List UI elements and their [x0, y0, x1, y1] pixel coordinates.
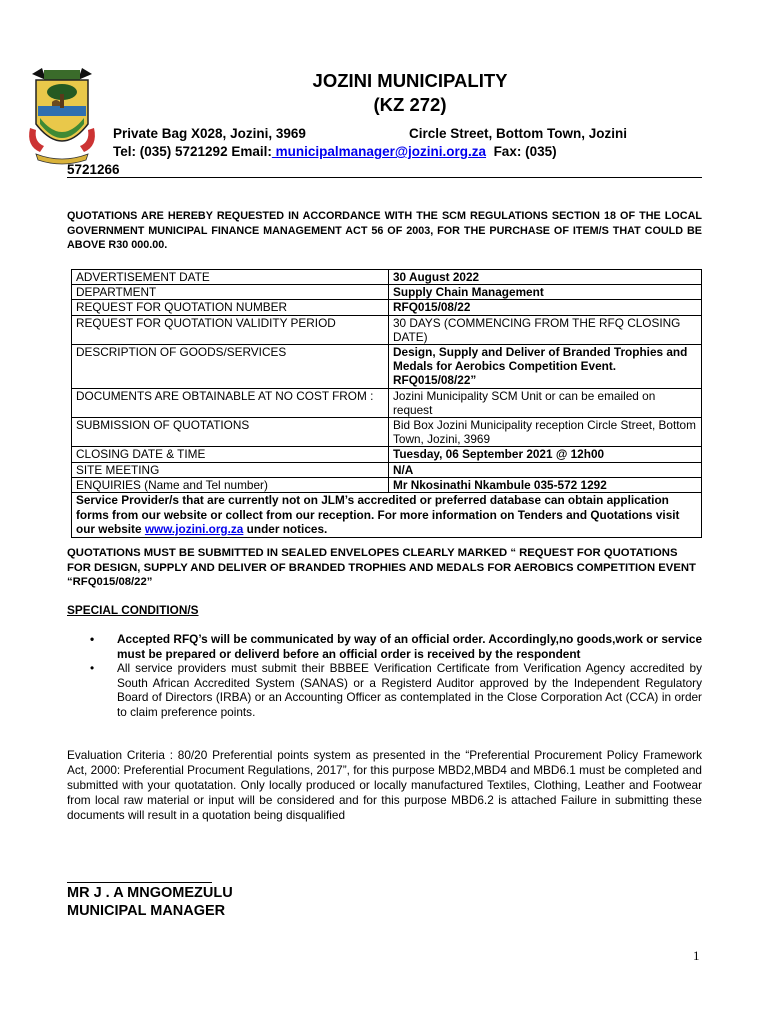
- signatory-role: MUNICIPAL MANAGER: [67, 903, 226, 919]
- row-label: ADVERTISEMENT DATE: [72, 270, 389, 285]
- sealed-envelope-instruction: QUOTATIONS MUST BE SUBMITTED IN SEALED ENVELOPES CLEARLY MARKED “ REQUEST FOR QUOTATIONS FOR DESIGN, SUPPLY AND DELIVER OF BRANDED TROPHIES AND MEDALS FOR AEROBICS COMPETITION EVENT “RFQ015/08/22”: [67, 547, 696, 588]
- row-label: SITE MEETING: [72, 462, 389, 477]
- table-row-notice: [72, 493, 702, 538]
- row-value: Design, Supply and Deliver of Branded Trophies and Medals for Aerobics Competition Event. RFQ015/08/22”: [389, 345, 702, 389]
- tel-label: Tel: (035) 5721292 Email:: [113, 144, 272, 159]
- municipal-coat-of-arms-logo: [22, 66, 102, 166]
- fax-number: 5721266: [67, 162, 120, 177]
- evaluation-criteria-paragraph: Evaluation Criteria : 80/20 Preferential points system as presented in the “Preferential Procurement Policy Framework Act, 2000: Preferential Procument Regulations, 2017”, for this purpose MBD2,MBD4 and MBD6.1 must be completed and submitted with your quotatation. Only locally produced or locally manufactured Textiles, Clothing, Leather and Footwear from local raw material or input will be considered and for this purpose MBD6.2 is attached Failure in submitting these documents will result in a quotation being disqualified: [67, 748, 702, 822]
- special-conditions-list: [90, 632, 702, 719]
- contact-line: [113, 144, 557, 159]
- row-value: 30 August 2022: [389, 270, 702, 285]
- table-row: [72, 315, 702, 344]
- bullet-icon: •: [90, 661, 95, 675]
- fax-label: Fax: (035): [493, 144, 557, 159]
- intro-paragraph: QUOTATIONS ARE HEREBY REQUESTED IN ACCORDANCE WITH THE SCM REGULATIONS SECTION 18 OF THE LOCAL GOVERNMENT MUNICIPAL FINANCE MANAGEMENT ACT 56 OF 2003, FOR THE PURCHASE OF ITEM/S THAT COULD BE ABOVE R30 000.00.: [67, 210, 702, 251]
- row-value: Mr Nkosinathi Nkambule 035-572 1292: [389, 477, 702, 492]
- table-row: [72, 285, 702, 300]
- row-label: CLOSING DATE & TIME: [72, 447, 389, 462]
- street-address: Circle Street, Bottom Town, Jozini: [409, 126, 628, 141]
- row-label: DEPARTMENT: [72, 285, 389, 300]
- municipality-title: JOZINI MUNICIPALITY: [312, 70, 508, 91]
- notice-end: under notices.: [243, 522, 328, 537]
- row-label: DOCUMENTS ARE OBTAINABLE AT NO COST FROM :: [72, 388, 389, 417]
- row-label: REQUEST FOR QUOTATION NUMBER: [72, 300, 389, 315]
- municipality-code: (KZ 272): [373, 94, 447, 115]
- table-row: [72, 447, 702, 462]
- website-link[interactable]: www.jozini.org.za: [144, 522, 244, 537]
- list-item: [90, 661, 702, 719]
- list-item: [90, 632, 702, 661]
- table-row: [72, 345, 702, 389]
- table-row: [72, 477, 702, 492]
- signature-line: [67, 882, 212, 883]
- header-divider: [67, 177, 702, 178]
- database-notice: [72, 493, 702, 538]
- table-row: [72, 462, 702, 477]
- postal-address: Private Bag X028, Jozini, 3969: [113, 126, 306, 141]
- email-link[interactable]: municipalmanager@jozini.org.za: [271, 144, 487, 159]
- row-label: REQUEST FOR QUOTATION VALIDITY PERIOD: [72, 315, 389, 344]
- row-label: DESCRIPTION OF GOODS/SERVICES: [72, 345, 389, 389]
- condition-text: All service providers must submit their BBBEE Verification Certificate from Verification Agency accredited by South African Accredited System (SANAS) or a Registerd Auditor approved by the Independent Regulatory Board of Directors (IRBA) or an Accounting Officer as contemplated in the Close Corporation Act (CCA) in order to claim preference points.: [117, 661, 702, 719]
- row-value: Supply Chain Management: [389, 285, 702, 300]
- table-row: [72, 418, 702, 447]
- condition-text: Accepted RFQ’s will be communicated by way of an official order. Accordingly,no goods,work or service must be prepared or deliverd before an official order is received by the respondent: [117, 632, 702, 661]
- rfq-info-table: [71, 269, 702, 538]
- page-number: 1: [693, 948, 700, 963]
- row-label: SUBMISSION OF QUOTATIONS: [72, 418, 389, 447]
- row-value: Jozini Municipality SCM Unit or can be emailed on request: [389, 388, 702, 417]
- row-label: ENQUIRIES (Name and Tel number): [72, 477, 389, 492]
- table-row: [72, 270, 702, 285]
- special-conditions-heading: SPECIAL CONDITION/S: [67, 603, 199, 617]
- row-value: 30 DAYS (COMMENCING FROM THE RFQ CLOSING DATE): [389, 315, 702, 344]
- table-row: [72, 388, 702, 417]
- notice-text: Service Provider/s that are currently not on JLM’s accredited or preferred database can obtain application forms from our website or collect from our reception. For more information on Tenders and Quotations visit our website: [76, 493, 680, 537]
- row-value: Bid Box Jozini Municipality reception Circle Street, Bottom Town, Jozini, 3969: [389, 418, 702, 447]
- signatory-name: MR J . A MNGOMEZULU: [67, 885, 233, 901]
- row-value: Tuesday, 06 September 2021 @ 12h00: [389, 447, 702, 462]
- table-row: [72, 300, 702, 315]
- bullet-icon: •: [90, 632, 95, 646]
- row-value: RFQ015/08/22: [389, 300, 702, 315]
- row-value: N/A: [389, 462, 702, 477]
